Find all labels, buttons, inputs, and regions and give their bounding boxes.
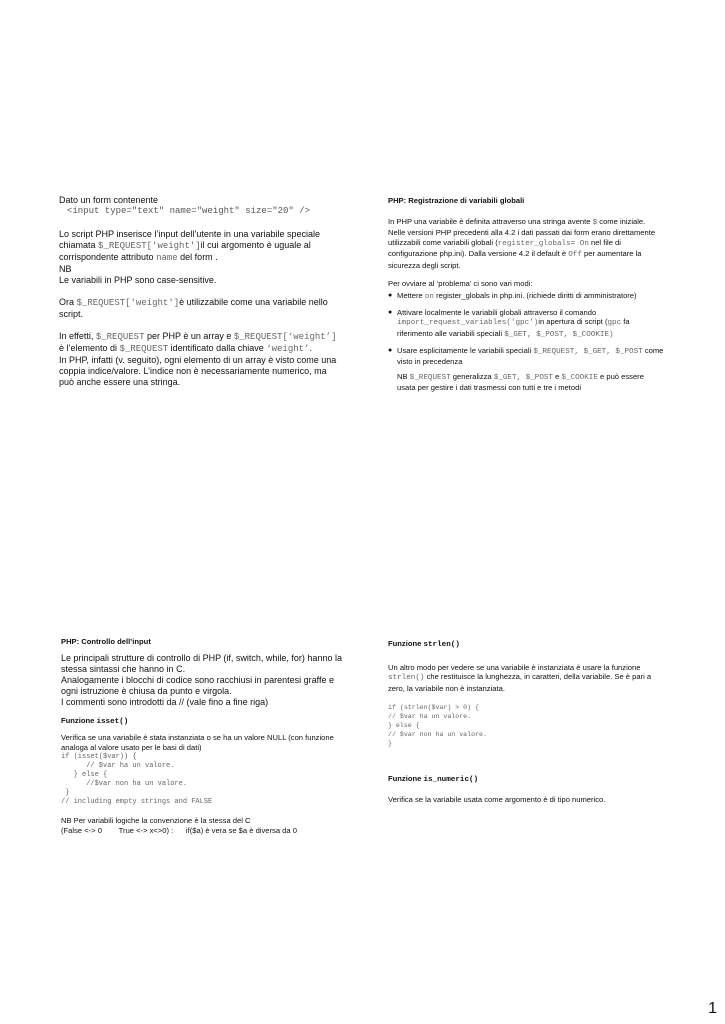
- intro-line: Dato un form contenente: [59, 195, 159, 205]
- panel-title: PHP: Controllo dell’input: [61, 637, 151, 646]
- panel-form-input: [59, 195, 341, 388]
- request-explanation: Lo script PHP inserisce l’input dell’utente in una variabile speciale chiamata $_REQUEST['weight']il cui argomento è uguale al corrispondente attributo name del form .: [59, 229, 320, 263]
- index-value-paragraph: In PHP, infatti (v. seguito), ogni elemento di un array è visto come una coppia indice/valore. L’indice non è necessariamente numerico, ma può anche essere una stringa.: [59, 355, 337, 387]
- isset-heading: Funzione isset(): [61, 715, 129, 726]
- nb-label: NB: [59, 264, 72, 274]
- strlen-description: Un altro modo per vedere se una variabile è instanziata è usare la funzione strlen() che restituisce la lunghezza, in caratteri, della variabile. Se è pari a zero, la variabile non è instanziata.: [388, 662, 652, 693]
- boolean-mapping: (False <-> 0 True <-> x<>0) : if($a) è vera se $a è diversa da 0: [61, 825, 297, 835]
- panel-input-control: [61, 637, 343, 836]
- code-blocks-paragraph: Analogamente i blocchi di codice sono racchiusi in parentesi graffe e ogni istruzione è chiusa da punto e virgola.: [61, 674, 334, 696]
- bullet-explicit-vars: ● Usare esplicitamente le variabili speciali $_REQUEST, $_GET, $_POST come visto in precedenza: [388, 346, 664, 367]
- strlen-heading: Funzione strlen(): [388, 639, 460, 649]
- bullet-register-globals: ● Mettere on register_globals in php.ini. (richiede diritti di amministratore): [388, 291, 664, 303]
- array-paragraph: In effetti, $_REQUEST per PHP è un array e $_REQUEST[‘weight’] è l’elemento di $_REQUEST identificato dalla chiave ‘weight’.: [59, 331, 337, 354]
- strlen-code-sample: if (strlen($var) > 0) { // $var ha un valore. } else { // $var non ha un valore. }: [388, 704, 487, 748]
- page-number: 1: [708, 1000, 717, 1017]
- isset-description: Verifica se una variabile è stata instanziata o se ha un valore NULL (con funzione analoga al valore usato per le basi di dati): [61, 733, 334, 752]
- nb-request: NB $_REQUEST generalizza $_GET, $_POST e $_COOKIE e può essere usata per gestire i dati trasmessi con tutti e tre i metodi: [397, 371, 644, 393]
- panel-functions: [388, 639, 664, 805]
- case-sensitive-note: Le variabili in PHP sono case-sensitive.: [59, 275, 217, 285]
- nb-boolean-convention: NB Per variabili logiche la convenzione è la stessa del C: [61, 816, 251, 826]
- control-structures-paragraph: Le principali strutture di controllo di PHP (if, switch, while, for) hanno la stessa sintassi che hanno in C.: [61, 652, 342, 674]
- bullet-import-request: ● Attivare localmente le variabili globali attraverso il comando import_request_variables('gpc')in apertura di script (gpc fa riferimento alle variabili speciali $_GET, $_POST, $_COOKIE): [388, 308, 664, 341]
- panel-global-variables: [388, 196, 664, 393]
- panel-title: PHP: Registrazione di variabili globali: [388, 196, 525, 205]
- html-input-example: <input type="text" name="weight" size="20" />: [67, 206, 311, 216]
- usage-paragraph: Ora $_REQUEST['weight']è utilizzabile come una variabile nello script.: [59, 297, 328, 319]
- is-numeric-description: Verifica se la variabile usata come argomento è di tipo numerico.: [388, 794, 606, 804]
- ways-intro: Per ovviare al ‘problema’ ci sono vari modi:: [388, 278, 533, 288]
- isset-code-sample: if (isset($var)) { // $var ha un valore. } else { //$var non ha un valore. } // including empty strings and FALSE: [61, 753, 213, 807]
- intro-paragraph: In PHP una variabile è definita attraverso una stringa avente $ come iniziale. Nelle versioni PHP precedenti alla 4.2 i dati passati dai form erano direttamente utilizzabili come variabili globali (register_globals= On nel file di configurazione php.ini). Dalla versione 4.2 il default è Off per aumentare la sicurezza degli script.: [388, 216, 656, 270]
- comments-paragraph: I commenti sono introdotti da // (vale fino a fine riga): [61, 696, 269, 707]
- is-numeric-heading: Funzione is_numeric(): [388, 774, 479, 785]
